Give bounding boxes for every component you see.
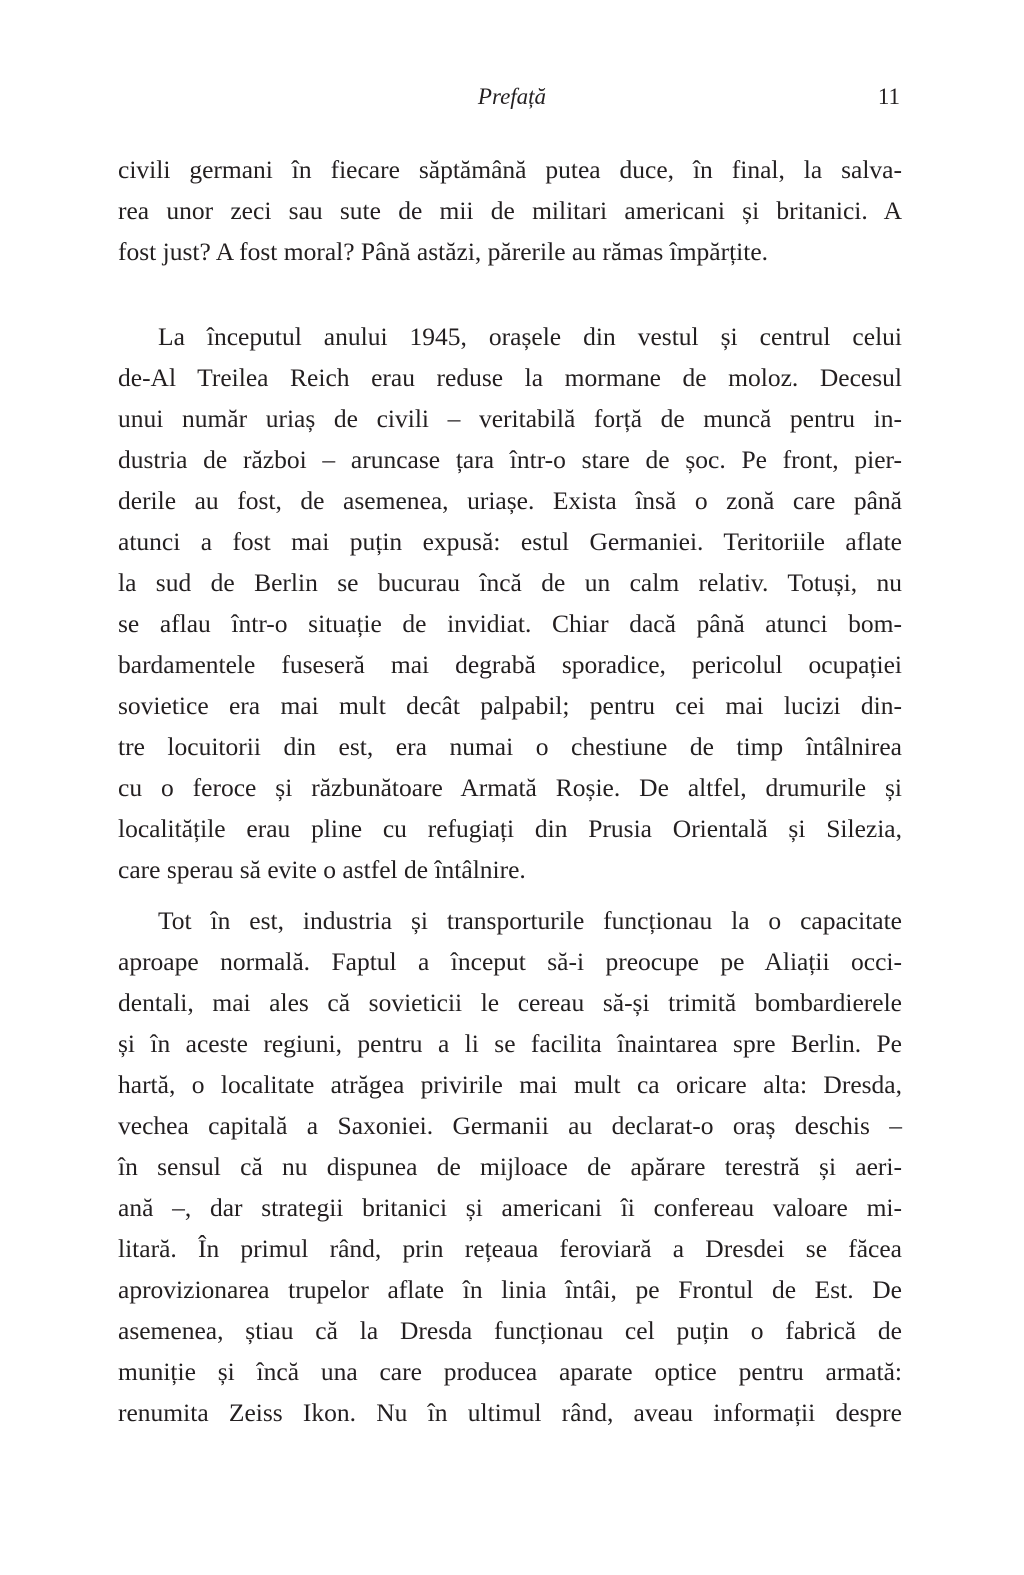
text-line: la sud de Berlin se bucurau încă de un calm relativ. Totuși, nu	[118, 568, 902, 597]
text-line: cu o feroce și răzbunătoare Armată Roșie. De altfel, drumurile și	[118, 773, 902, 802]
text-line: sovietice era mai mult decât palpabil; pentru cei mai lucizi din-	[118, 691, 902, 720]
text-line: bardamentele fuseseră mai degrabă sporadice, pericolul ocupației	[118, 650, 902, 679]
text-line: hartă, o localitate atrăgea privirile mai mult ca oricare alta: Dresda,	[118, 1070, 902, 1099]
text-line: civili germani în fiecare săptămână putea duce, în final, la salva-	[118, 155, 902, 184]
text-line: în sensul că nu dispunea de mijloace de apărare terestră și aeri-	[118, 1152, 902, 1181]
page-number: 11	[877, 84, 900, 109]
text-line: se aflau într-o situație de invidiat. Chiar dacă până atunci bom-	[118, 609, 902, 638]
text-line: renumita Zeiss Ikon. Nu în ultimul rând, aveau informații despre	[118, 1398, 902, 1427]
text-line: ană –, dar strategii britanici și americani îi confereau valoare mi-	[118, 1193, 902, 1222]
paragraph-3	[118, 900, 902, 1433]
text-line: aproape normală. Faptul a început să-i preocupe pe Aliații occi-	[118, 947, 902, 976]
text-line: care sperau să evite o astfel de întâlnire.	[118, 855, 526, 884]
text-line: asemenea, știau că la Dresda funcționau cel puțin o fabrică de	[118, 1316, 902, 1345]
text-line: derile au fost, de asemenea, uriașe. Exista însă o zonă care până	[118, 486, 902, 515]
text-line: tre locuitorii din est, era numai o chestiune de timp întâlnirea	[118, 732, 902, 761]
text-line: de-Al Treilea Reich erau reduse la mormane de moloz. Decesul	[118, 363, 902, 392]
text-line: atunci a fost mai puțin expusă: estul Germaniei. Teritoriile aflate	[118, 527, 902, 556]
text-line: rea unor zeci sau sute de mii de militari americani și britanici. A	[118, 196, 902, 225]
paragraph-2	[118, 316, 902, 890]
text-line: muniție și încă una care producea aparate optice pentru armată:	[118, 1357, 902, 1386]
text-line: localitățile erau pline cu refugiați din Prusia Orientală și Silezia,	[118, 814, 902, 843]
text-line: și în aceste regiuni, pentru a li se facilita înaintarea spre Berlin. Pe	[118, 1029, 902, 1058]
text-line: litară. În primul rând, prin rețeaua feroviară a Dresdei se făcea	[118, 1234, 902, 1263]
text-line: unui număr uriaș de civili – veritabilă forță de muncă pentru in-	[118, 404, 902, 433]
running-header-title: Prefață	[477, 84, 547, 109]
text-line: fost just? A fost moral? Până astăzi, părerile au rămas împărțite.	[118, 237, 769, 266]
text-line: dustria de război – aruncase țara într-o stare de șoc. Pe front, pier-	[118, 445, 902, 474]
text-line: vechea capitală a Saxoniei. Germanii au declarat-o oraș deschis –	[118, 1111, 902, 1140]
text-line: aprovizionarea trupelor aflate în linia întâi, pe Frontul de Est. De	[118, 1275, 902, 1304]
paragraph-1	[118, 149, 902, 272]
text-line: La începutul anului 1945, orașele din vestul și centrul celui	[158, 322, 902, 351]
text-line: Tot în est, industria și transporturile funcționau la o capacitate	[158, 906, 902, 935]
text-line: dentali, mai ales că sovieticii le cereau să-și trimită bombardierele	[118, 988, 902, 1017]
